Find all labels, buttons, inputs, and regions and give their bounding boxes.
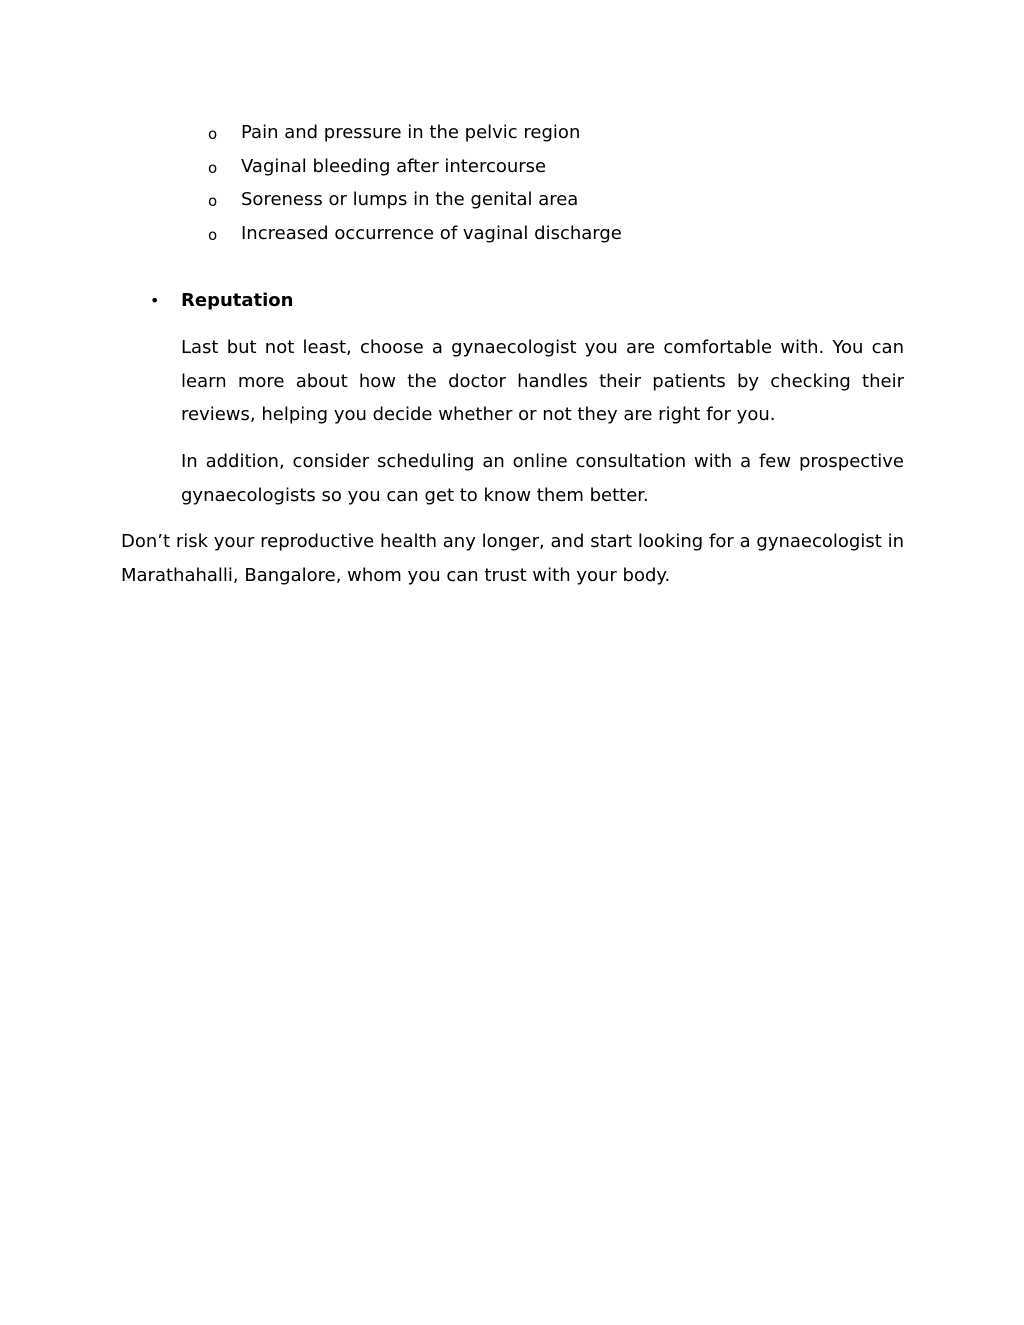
circle-bullet-icon: o (208, 158, 218, 177)
symptom-text: Vaginal bleeding after intercourse (241, 155, 547, 177)
reputation-paragraph-1: Last but not least, choose a gynaecologist you are comfortable with. You can learn more about how the doctor handles their patients by checking their reviews, helping you decide whether or not they are right for you. (181, 337, 904, 425)
bullet-icon: • (150, 291, 160, 310)
symptom-text: Pain and pressure in the pelvic region (241, 122, 581, 143)
circle-bullet-icon: o (208, 225, 218, 244)
list-item (208, 219, 622, 253)
reputation-bullet (150, 287, 293, 315)
list-item (208, 185, 622, 219)
circle-bullet-icon: o (208, 125, 218, 143)
list-item (208, 118, 622, 152)
list-item (208, 152, 622, 186)
closing-paragraph: Don’t risk your reproductive health any longer, and start looking for a gynaecologist in Marathahalli, Bangalore, whom you can trust with your body. (121, 531, 904, 586)
section-heading: Reputation (181, 290, 294, 311)
symptom-text: Increased occurrence of vaginal discharge (241, 222, 622, 244)
reputation-paragraph-2: In addition, consider scheduling an online consultation with a few prospective gynaecologists so you can get to know them better. (181, 451, 904, 506)
circle-bullet-icon: o (208, 192, 218, 211)
symptom-text: Soreness or lumps in the genital area (241, 189, 579, 211)
symptom-list (208, 118, 622, 252)
